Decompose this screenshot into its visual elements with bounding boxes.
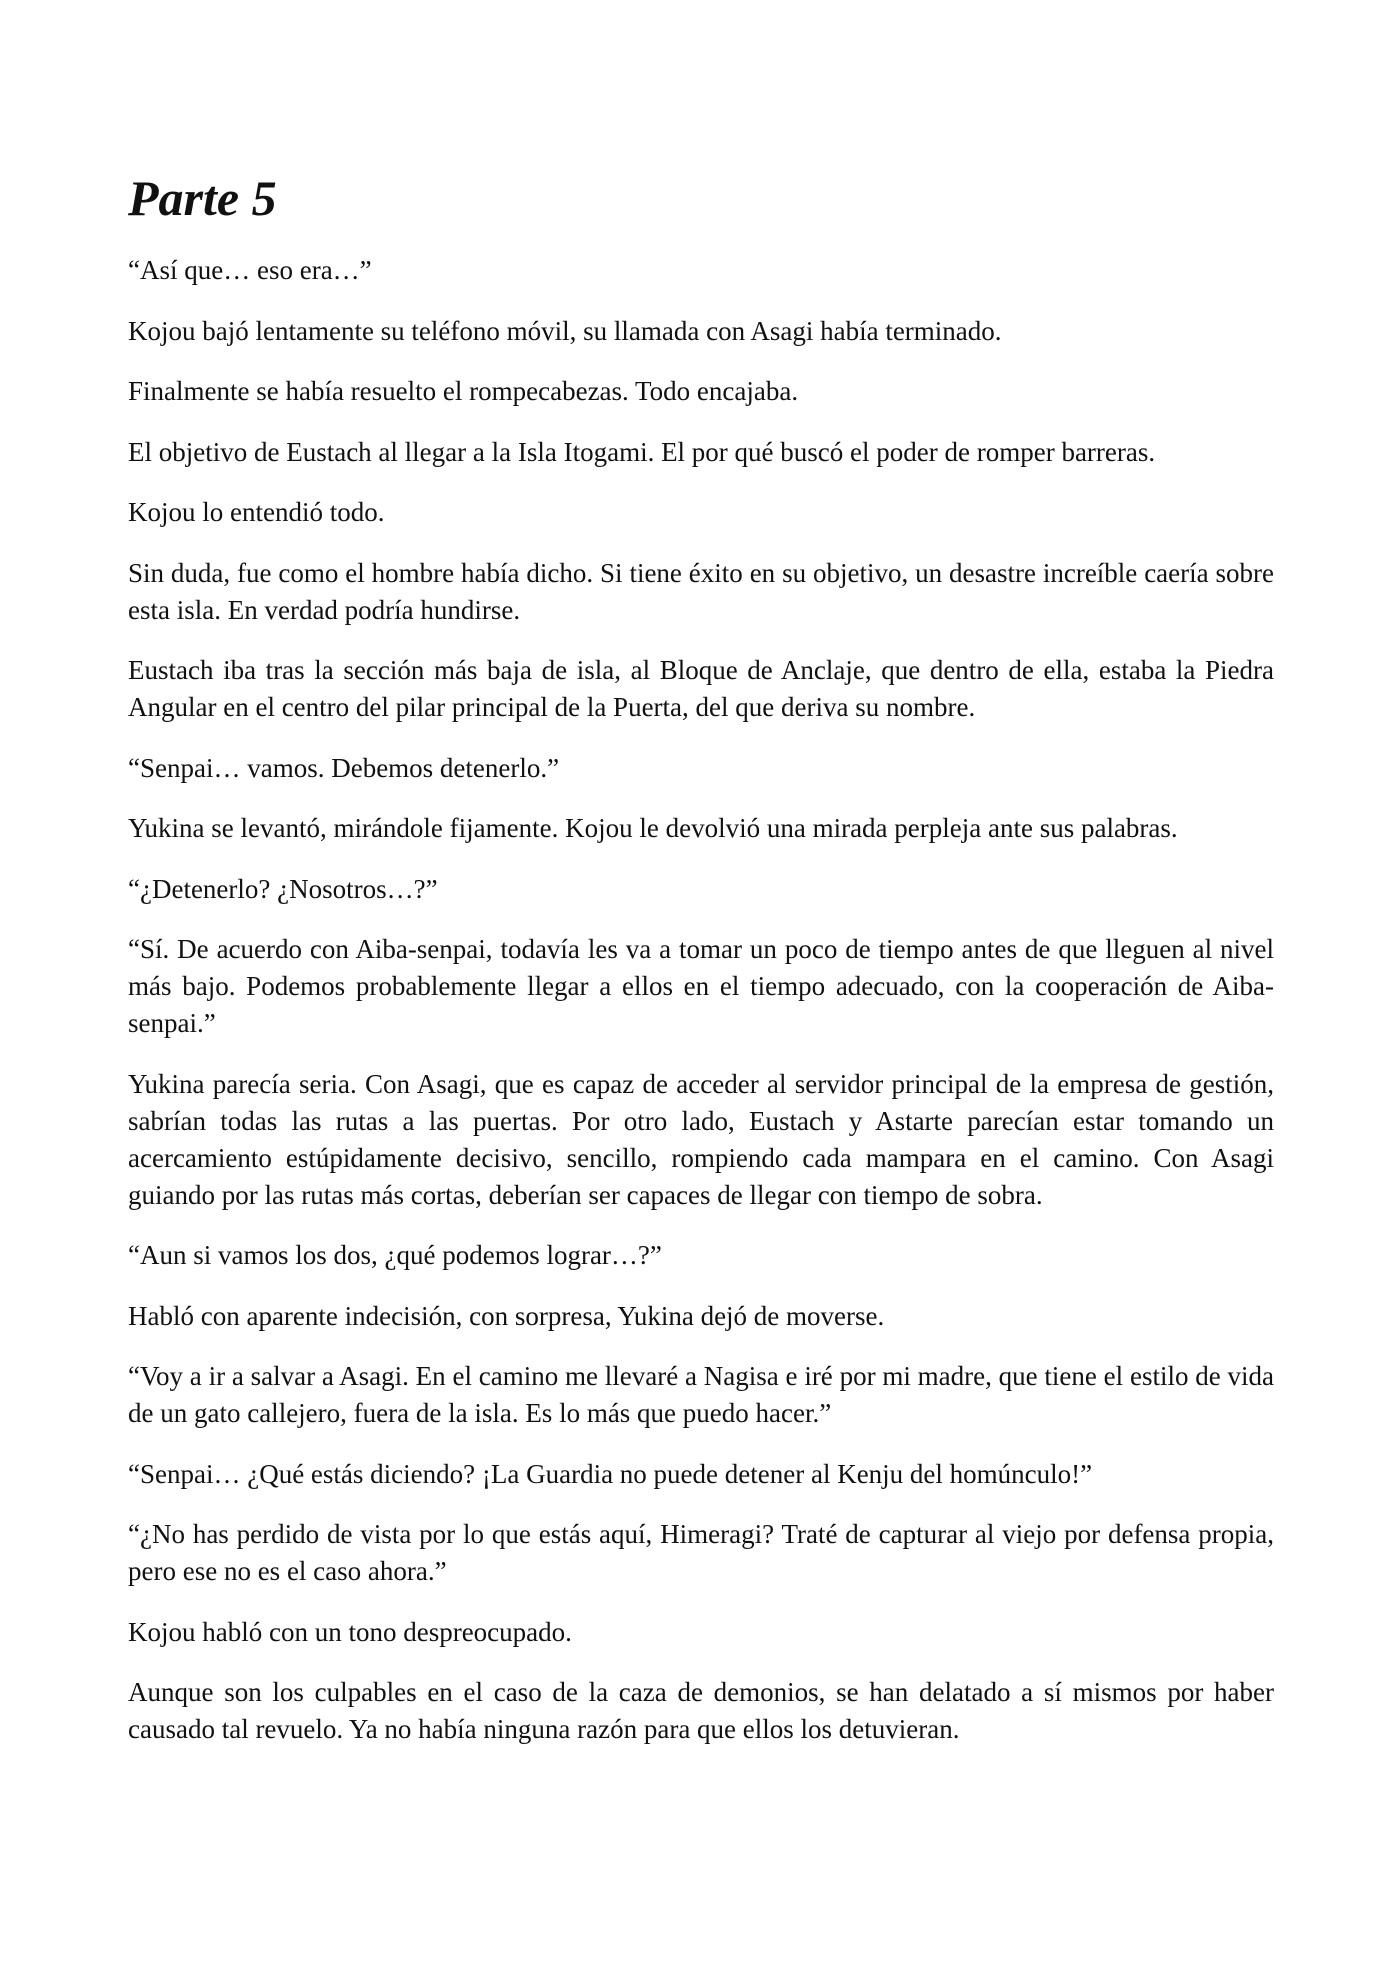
paragraph-15: “Voy a ir a salvar a Asagi. En el camino me llevaré a Nagisa e iré por mi madre, que tiene el estilo de vida de un gato callejero, fuera de la isla. Es lo más que puedo hacer.” <box>128 1361 1274 1428</box>
paragraph-16: “Senpai… ¿Qué estás diciendo? ¡La Guardia no puede detener al Kenju del homúnculo!” <box>128 1458 1093 1489</box>
paragraph-12: Yukina parecía seria. Con Asagi, que es capaz de acceder al servidor principal de la empresa de gestión, sabrían todas las rutas a las puertas. Por otro lado, Eustach y Astarte parecían estar tomando un acercamiento estúpidamente decisivo, sencillo, rompiendo cada mampara en el camino. Con Asagi guiando por las rutas más cortas, deberían ser capaces de llegar con tiempo de sobra. <box>128 1068 1274 1210</box>
paragraph-4: El objetivo de Eustach al llegar a la Isla Itogami. El por qué buscó el poder de romper barreras. <box>128 436 1156 467</box>
paragraph-17: “¿No has perdido de vista por lo que estás aquí, Himeragi? Traté de capturar al viejo por defensa propia, pero ese no es el caso ahora.” <box>128 1519 1274 1586</box>
paragraph-19: Aunque son los culpables en el caso de la caza de demonios, se han delatado a sí mismos por haber causado tal revuelo. Ya no había ninguna razón para que ellos los detuvieran. <box>128 1677 1274 1744</box>
paragraph-10: “¿Detenerlo? ¿Nosotros…?” <box>128 873 438 904</box>
paragraph-8: “Senpai… vamos. Debemos detenerlo.” <box>128 752 560 783</box>
paragraph-14: Habló con aparente indecisión, con sorpresa, Yukina dejó de moverse. <box>128 1300 885 1331</box>
paragraph-18: Kojou habló con un tono despreocupado. <box>128 1616 572 1647</box>
paragraph-6: Sin duda, fue como el hombre había dicho. Si tiene éxito en su objetivo, un desastre increíble caería sobre esta isla. En verdad podría hundirse. <box>128 557 1274 625</box>
chapter-title: Parte 5 <box>128 170 277 226</box>
paragraph-1: “Así que… eso era…” <box>128 255 372 285</box>
paragraph-2: Kojou bajó lentamente su teléfono móvil, su llamada con Asagi había terminado. <box>128 315 1002 346</box>
paragraph-5: Kojou lo entendió todo. <box>128 497 385 527</box>
paragraph-9: Yukina se levantó, mirándole fijamente. Kojou le devolvió una mirada perpleja ante sus palabras. <box>128 813 1178 843</box>
paragraph-3: Finalmente se había resuelto el rompecabezas. Todo encajaba. <box>128 376 799 406</box>
paragraph-13: “Aun si vamos los dos, ¿qué podemos lograr…?” <box>128 1240 662 1270</box>
paragraph-11: “Sí. De acuerdo con Aiba-senpai, todavía les va a tomar un poco de tiempo antes de que lleguen al nivel más bajo. Podemos probablemente llegar a ellos en el tiempo adecuado, con la cooperación de Aiba-senpai.” <box>128 934 1274 1038</box>
paragraph-7: Eustach iba tras la sección más baja de isla, al Bloque de Anclaje, que dentro de ella, estaba la Piedra Angular en el centro del pilar principal de la Puerta, del que deriva su nombre. <box>128 655 1274 722</box>
document-page <box>128 168 1274 1772</box>
